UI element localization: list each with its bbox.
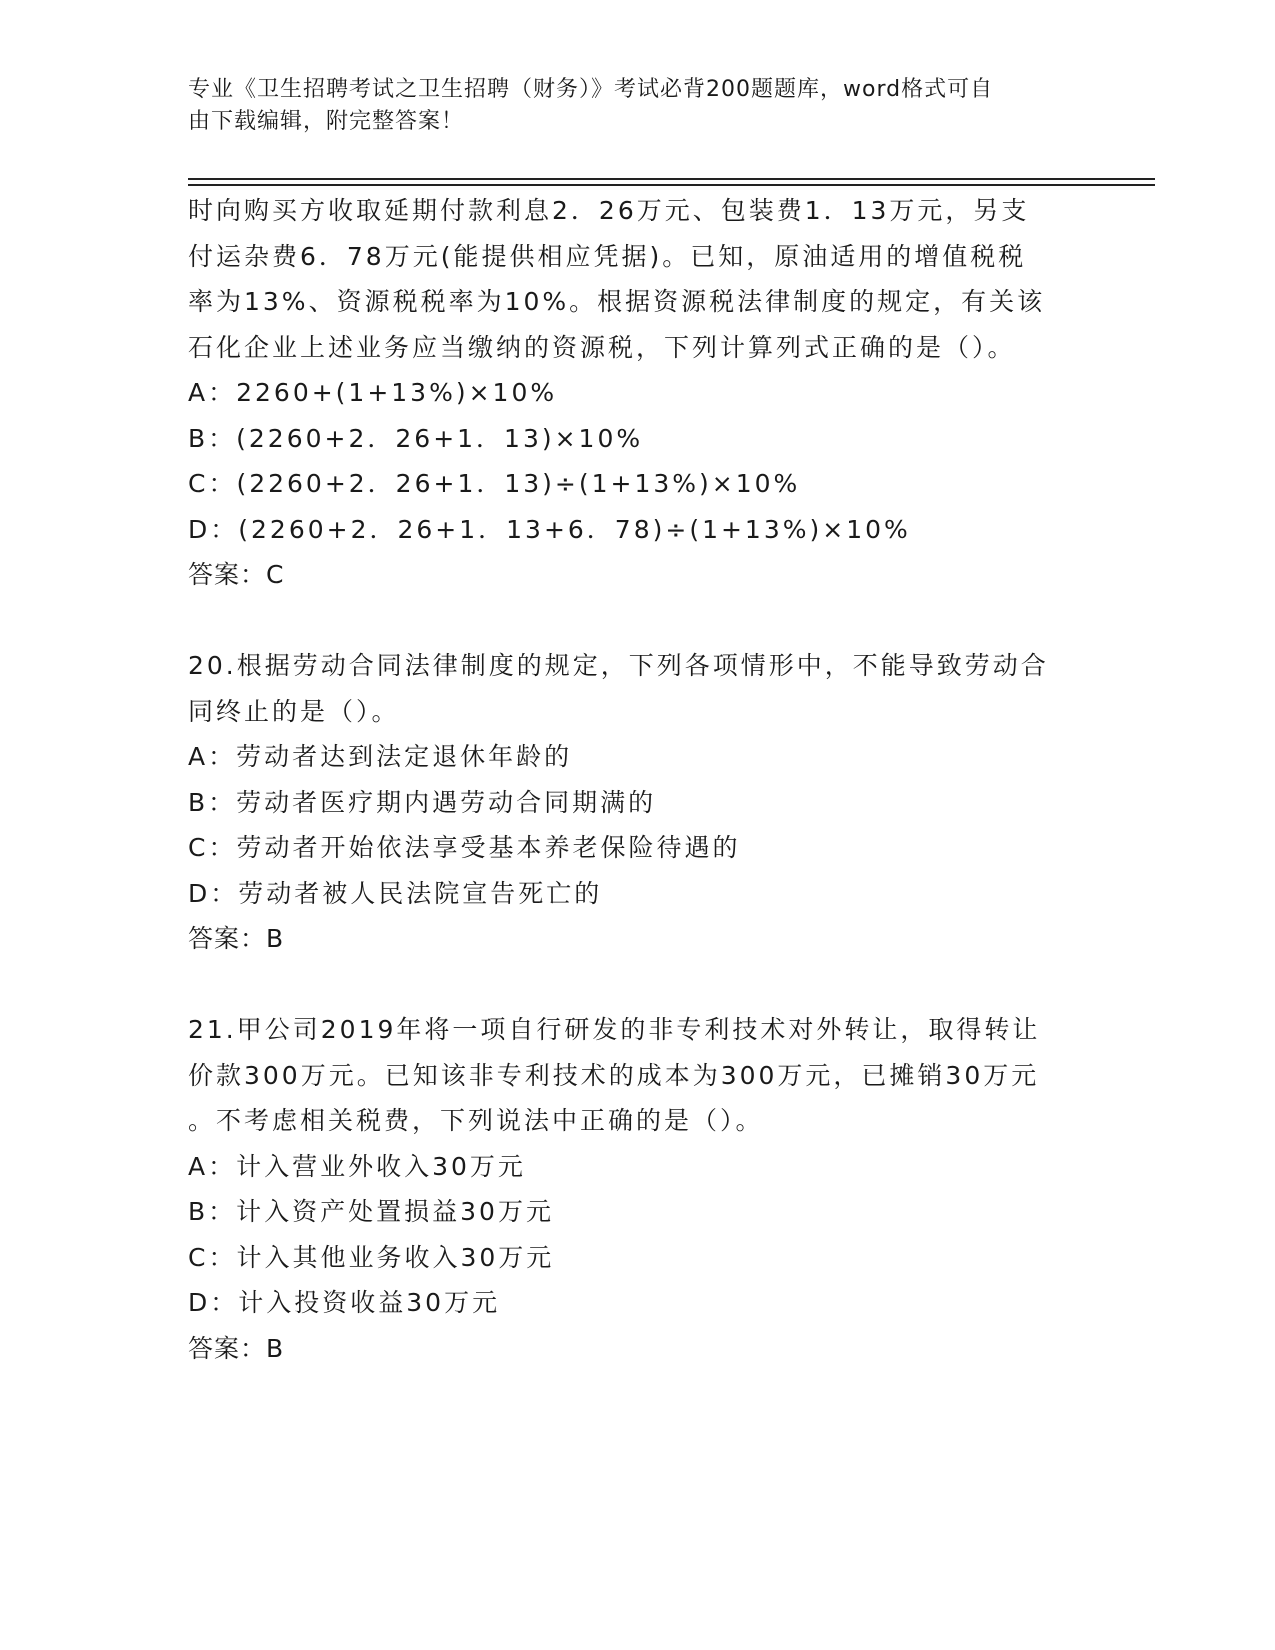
- question-text-line: 付运杂费6．78万元(能提供相应凭据)。已知，原油适用的增值税税: [188, 241, 1027, 271]
- answer-line: 答案：B: [188, 1333, 285, 1363]
- question-spacer: [188, 962, 1088, 1008]
- question-text-line: 率为13%、资源税税率为10%。根据资源税法律制度的规定，有关该: [188, 287, 1046, 316]
- header-line-2: 由下载编辑，附完整答案！: [188, 109, 465, 134]
- question-text-line: 时向购买方收取延期付款利息2．26万元、包装费1．13万元，另支: [188, 196, 1030, 225]
- question-text-line: 20.根据劳动合同法律制度的规定，下列各项情形中，不能导致劳动合: [188, 651, 1049, 680]
- header-divider-bottom: [188, 184, 1155, 186]
- option-b: B：(2260+2．26+1．13)×10%: [188, 423, 644, 453]
- option-d: D：(2260+2．26+1．13+6．78)÷(1+13%)×10%: [188, 514, 911, 544]
- answer-line: 答案：B: [188, 924, 285, 953]
- header-line-1: 专业《卫生招聘考试之卫生招聘（财务）》考试必背200题题库，word格式可自: [188, 77, 994, 102]
- option-c: C：劳动者开始依法享受基本养老保险待遇的: [188, 833, 741, 862]
- answer-line: 答案：C: [188, 560, 285, 589]
- question-text-line: 同终止的是（）。: [188, 696, 400, 726]
- question-spacer: [188, 598, 1088, 644]
- option-d: D：计入投资收益30万元: [188, 1288, 501, 1317]
- document-header: [188, 74, 1068, 138]
- option-d: D：劳动者被人民法院宣告死亡的: [188, 878, 603, 908]
- option-b: B：劳动者医疗期内遇劳动合同期满的: [188, 787, 657, 817]
- question-text-line: 21.甲公司2019年将一项自行研发的非专利技术对外转让，取得转让: [188, 1015, 1041, 1044]
- option-a: A：计入营业外收入30万元: [188, 1151, 526, 1181]
- question-text-line: 石化企业上述业务应当缴纳的资源税，下列计算列式正确的是（）。: [188, 332, 1016, 362]
- question-20: [188, 643, 1088, 962]
- option-b: B：计入资产处置损益30万元: [188, 1197, 554, 1226]
- question-21: [188, 1007, 1088, 1371]
- question-19-continuation: [188, 188, 1088, 598]
- document-body: [188, 188, 1088, 1371]
- option-a: A：2260+(1+13%)×10%: [188, 378, 558, 407]
- header-divider-top: [188, 178, 1155, 180]
- option-a: A：劳动者达到法定退休年龄的: [188, 742, 573, 771]
- option-c: C：(2260+2．26+1．13)÷(1+13%)×10%: [188, 469, 801, 498]
- option-c: C：计入其他业务收入30万元: [188, 1242, 555, 1272]
- question-text-line: 价款300万元。已知该非专利技术的成本为300万元，已摊销30万元: [188, 1060, 1040, 1090]
- question-text-line: 。不考虑相关税费，下列说法中正确的是（）。: [188, 1106, 764, 1135]
